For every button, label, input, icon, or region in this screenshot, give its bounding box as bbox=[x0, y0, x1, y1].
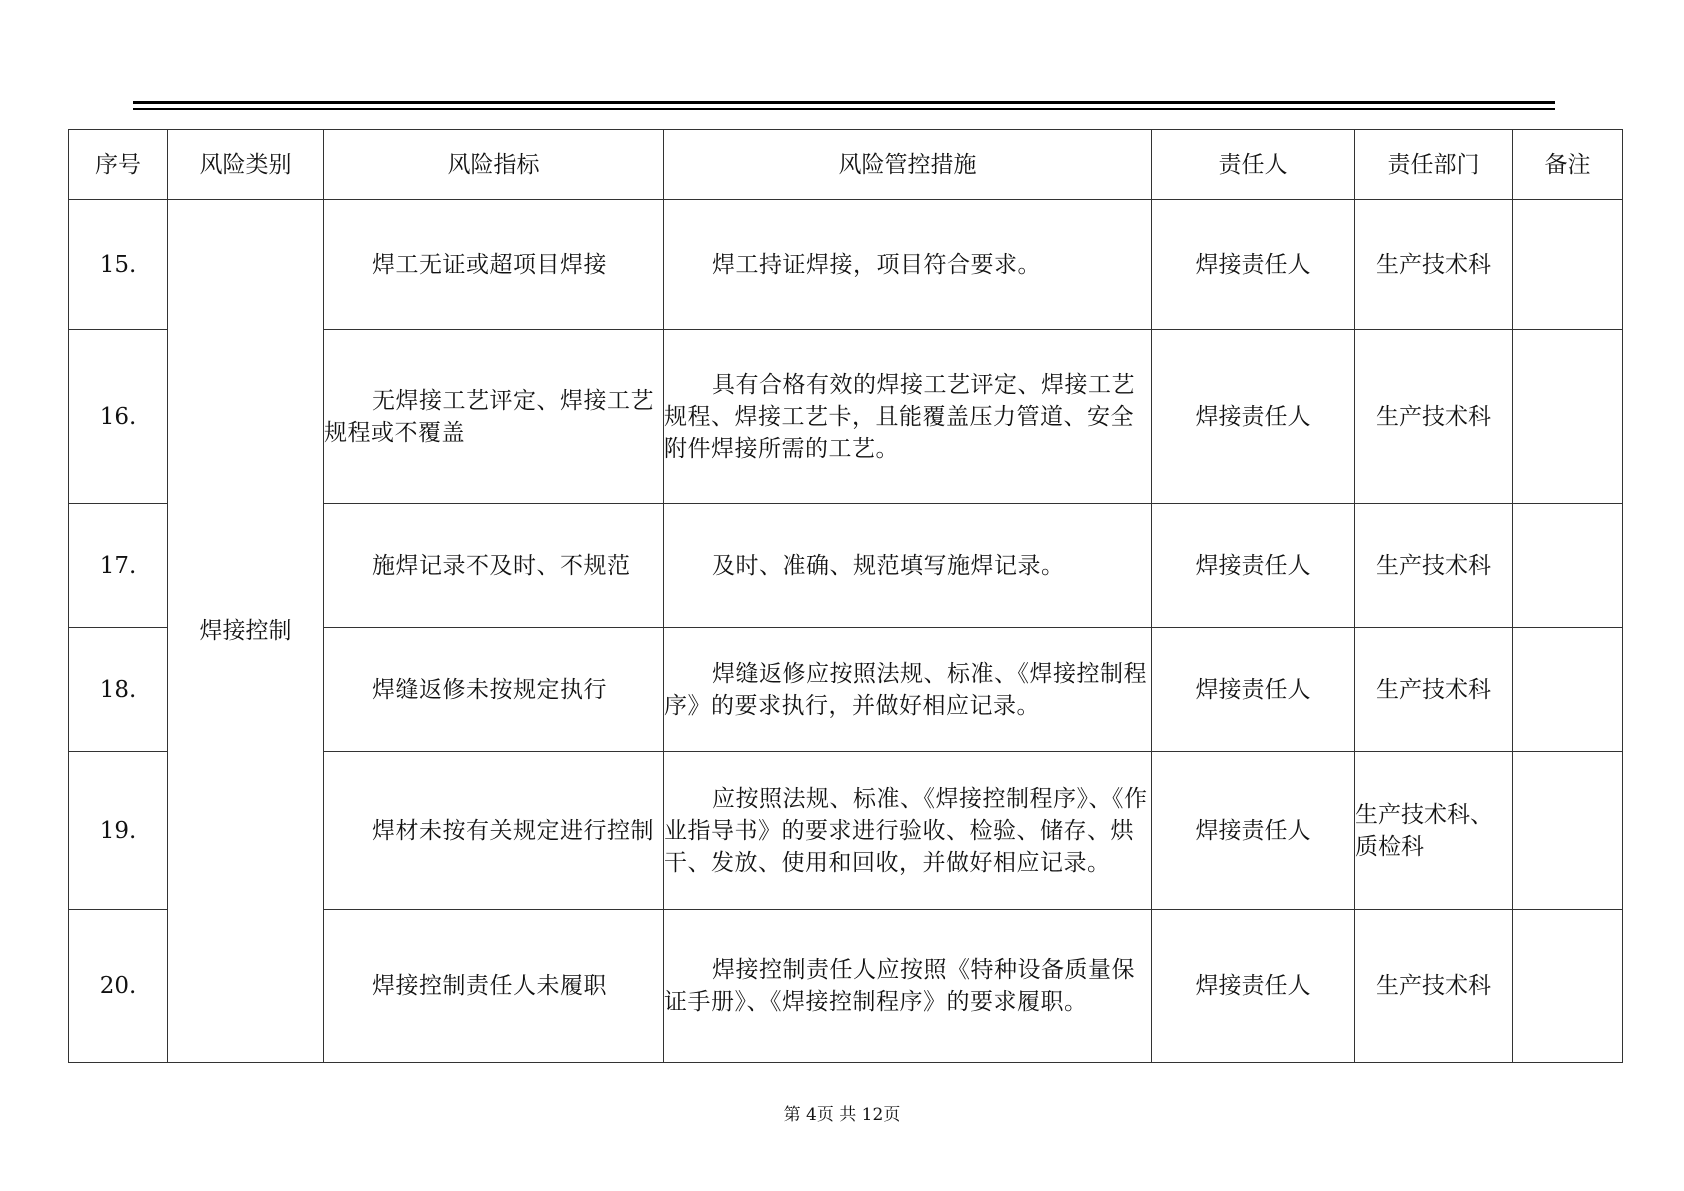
control-measure-cell bbox=[664, 504, 1152, 628]
row-serial-number: 16. bbox=[69, 330, 168, 504]
risk-indicator-text: 焊材未按有关规定进行控制 bbox=[372, 817, 654, 844]
responsible-person-cell: 焊接责任人 bbox=[1152, 330, 1355, 504]
risk-indicator-cell bbox=[324, 910, 664, 1063]
control-measure-text: 焊接控制责任人应按照《特种设备质量保证手册》、《焊接控制程序》的要求履职。 bbox=[664, 957, 1135, 1015]
header-remarks: 备注 bbox=[1513, 130, 1623, 200]
responsible-person-cell: 焊接责任人 bbox=[1152, 628, 1355, 752]
responsible-department-cell: 生产技术科 bbox=[1355, 504, 1513, 628]
control-measure-cell bbox=[664, 752, 1152, 910]
header-risk-indicator: 风险指标 bbox=[324, 130, 664, 200]
responsible-department-cell: 生产技术科 bbox=[1355, 330, 1513, 504]
responsible-person-cell: 焊接责任人 bbox=[1152, 200, 1355, 330]
responsible-person-cell: 焊接责任人 bbox=[1152, 910, 1355, 1063]
risk-indicator-cell bbox=[324, 752, 664, 910]
risk-indicator-text: 焊接控制责任人未履职 bbox=[372, 973, 607, 999]
responsible-person-cell: 焊接责任人 bbox=[1152, 504, 1355, 628]
responsible-department-cell: 生产技术科 bbox=[1355, 910, 1513, 1063]
row-serial-number: 20. bbox=[69, 910, 168, 1063]
row-serial-number: 15. bbox=[69, 200, 168, 330]
header-control-measure: 风险管控措施 bbox=[664, 130, 1152, 200]
control-measure-text: 应按照法规、标准、《焊接控制程序》、《作业指导书》的要求进行验收、检验、储存、烘干、发放、使用和回收，并做好相应记录。 bbox=[664, 785, 1148, 876]
control-measure-text: 焊工持证焊接，项目符合要求。 bbox=[712, 251, 1041, 278]
remarks-cell bbox=[1513, 752, 1623, 910]
header-responsible-department: 责任部门 bbox=[1355, 130, 1513, 200]
control-measure-cell bbox=[664, 910, 1152, 1063]
responsible-department-cell: 生产技术科、质检科 bbox=[1355, 752, 1513, 910]
header-risk-category: 风险类别 bbox=[168, 130, 324, 200]
row-serial-number: 17. bbox=[69, 504, 168, 628]
risk-indicator-cell bbox=[324, 628, 664, 752]
row-serial-number: 19. bbox=[69, 752, 168, 910]
risk-indicator-cell bbox=[324, 330, 664, 504]
risk-category-cell: 焊接控制 bbox=[168, 200, 324, 1063]
control-measure-cell bbox=[664, 628, 1152, 752]
risk-indicator-text: 焊缝返修未按规定执行 bbox=[372, 676, 607, 703]
remarks-cell bbox=[1513, 628, 1623, 752]
responsible-department-cell: 生产技术科 bbox=[1355, 628, 1513, 752]
risk-indicator-text: 无焊接工艺评定、焊接工艺规程或不覆盖 bbox=[324, 387, 654, 446]
remarks-cell bbox=[1513, 330, 1623, 504]
risk-indicator-cell bbox=[324, 200, 664, 330]
control-measure-cell bbox=[664, 200, 1152, 330]
control-measure-cell bbox=[664, 330, 1152, 504]
risk-indicator-text: 焊工无证或超项目焊接 bbox=[372, 251, 607, 278]
page-number-footer: 第 4页 共 12页 bbox=[783, 1105, 901, 1125]
row-serial-number: 18. bbox=[69, 628, 168, 752]
responsible-department-cell: 生产技术科 bbox=[1355, 200, 1513, 330]
risk-indicator-text: 施焊记录不及时、不规范 bbox=[372, 552, 631, 579]
responsible-person-cell: 焊接责任人 bbox=[1152, 752, 1355, 910]
control-measure-text: 具有合格有效的焊接工艺评定、焊接工艺规程、焊接工艺卡，且能覆盖压力管道、安全附件焊接所需的工艺。 bbox=[664, 371, 1135, 462]
remarks-cell bbox=[1513, 504, 1623, 628]
risk-control-table bbox=[68, 129, 1623, 1063]
table-header-row bbox=[69, 130, 1623, 200]
control-measure-text: 焊缝返修应按照法规、标准、《焊接控制程序》的要求执行，并做好相应记录。 bbox=[664, 660, 1147, 719]
header-double-rule bbox=[133, 101, 1555, 110]
table-row bbox=[69, 200, 1623, 330]
control-measure-text: 及时、准确、规范填写施焊记录。 bbox=[712, 552, 1065, 579]
remarks-cell bbox=[1513, 200, 1623, 330]
remarks-cell bbox=[1513, 910, 1623, 1063]
header-responsible-person: 责任人 bbox=[1152, 130, 1355, 200]
header-serial-number: 序号 bbox=[69, 130, 168, 200]
risk-indicator-cell bbox=[324, 504, 664, 628]
